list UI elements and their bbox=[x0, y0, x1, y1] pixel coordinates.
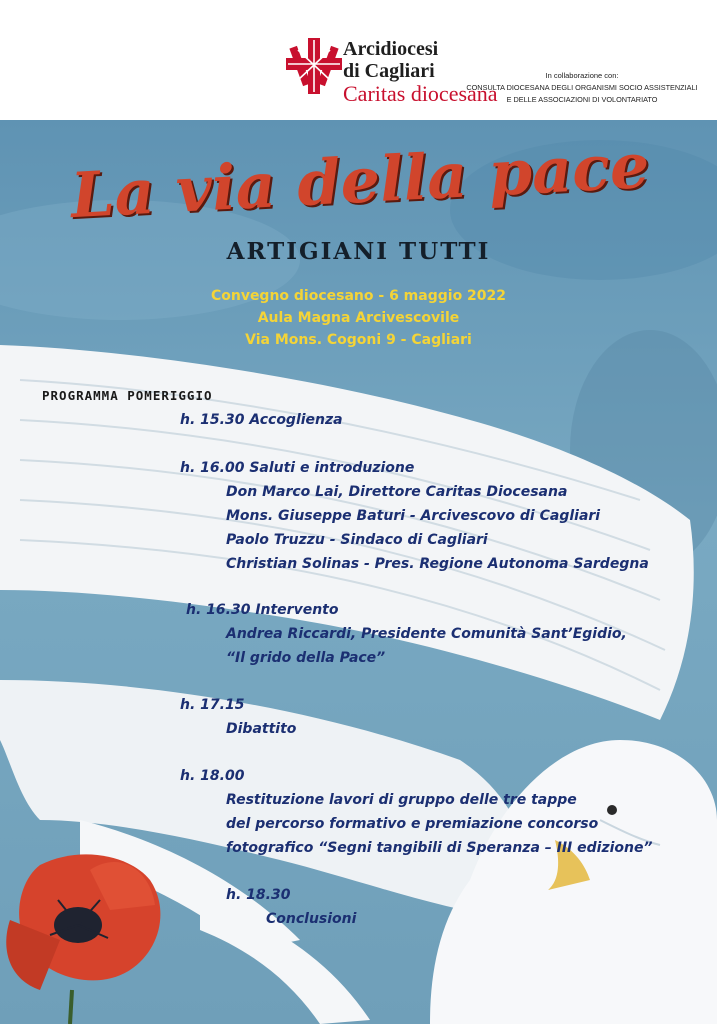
collab-line-1: In collaborazione con: bbox=[545, 71, 619, 80]
schedule-detail: Conclusioni bbox=[266, 911, 357, 927]
schedule-time: h. 17.15 bbox=[180, 697, 245, 713]
schedule-detail: Restituzione lavori di gruppo delle tre tappe bbox=[226, 792, 577, 808]
schedule-time: h. 18.00 bbox=[180, 768, 245, 784]
event-venue: Aula Magna Arcivescovile bbox=[257, 310, 460, 326]
schedule-detail: Christian Solinas - Pres. Regione Autonoma Sardegna bbox=[226, 556, 649, 572]
schedule-detail: Mons. Giuseppe Baturi - Arcivescovo di Cagliari bbox=[226, 508, 601, 524]
collab-line-3: E DELLE ASSOCIAZIONI DI VOLONTARIATO bbox=[506, 95, 658, 104]
collab-line-2: CONSULTA DIOCESANA DEGLI ORGANISMI SOCIO ASSISTENZIALI bbox=[466, 83, 698, 92]
header bbox=[0, 0, 717, 120]
org-line-3: Caritas diocesana bbox=[343, 81, 498, 106]
event-address: Via Mons. Cogoni 9 - Cagliari bbox=[245, 332, 472, 348]
caritas-cross-icon bbox=[284, 36, 344, 96]
schedule-detail: del percorso formativo e premiazione concorso bbox=[226, 816, 599, 832]
schedule-time: h. 16.00 Saluti e introduzione bbox=[180, 460, 415, 476]
schedule-detail: Dibattito bbox=[226, 721, 297, 737]
event-date: Convegno diocesano - 6 maggio 2022 bbox=[210, 288, 507, 304]
schedule-detail: “Il grido della Pace” bbox=[226, 650, 386, 666]
event-info bbox=[0, 285, 717, 351]
schedule-detail: Paolo Truzzu - Sindaco di Cagliari bbox=[226, 532, 488, 548]
poster-title: La via della pace bbox=[68, 128, 652, 233]
schedule-detail: fotografico “Segni tangibili di Speranza – III edizione” bbox=[226, 840, 653, 856]
org-line-2: di Cagliari bbox=[343, 60, 435, 82]
schedule-detail: Don Marco Lai, Direttore Caritas Diocesana bbox=[226, 484, 568, 500]
program-heading: PROGRAMMA POMERIGGIO bbox=[42, 388, 213, 403]
schedule-time: h. 16.30 Intervento bbox=[186, 602, 339, 618]
collaboration-note bbox=[452, 70, 712, 106]
schedule-time: h. 15.30 Accoglienza bbox=[180, 412, 343, 428]
org-line-1: Arcidiocesi bbox=[343, 38, 439, 60]
poster bbox=[0, 120, 717, 1024]
schedule-time: h. 18.30 bbox=[226, 887, 291, 903]
schedule-detail: Andrea Riccardi, Presidente Comunità Sant’Egidio, bbox=[226, 626, 627, 642]
poster-subtitle: ARTIGIANI TUTTI bbox=[226, 238, 491, 265]
